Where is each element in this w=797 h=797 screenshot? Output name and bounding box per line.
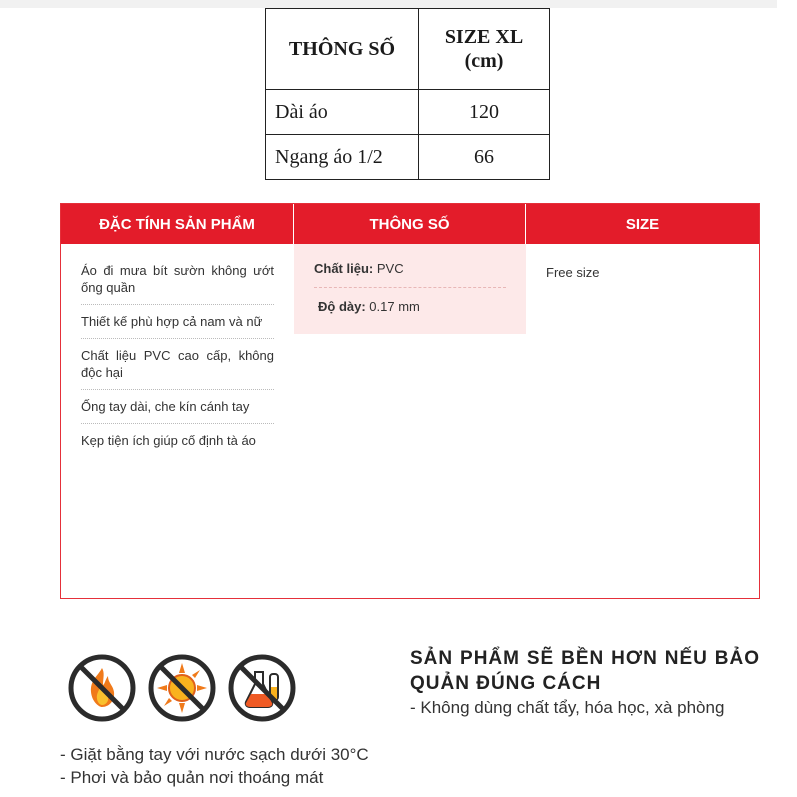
feature-item: Chất liệu PVC cao cấp, không độc hại [81,339,274,390]
size-chart-header-unit: (cm) [464,50,504,72]
care-instruction: - Giặt bằng tay với nước sạch dưới 30°C [60,745,369,764]
feature-item: Thiết kế phù hợp cả nam và nữ [81,305,274,339]
feature-item: Kẹp tiện ích giúp cố định tà áo [81,433,256,448]
header-specs: THÔNG SỐ [294,204,526,244]
header-features: ĐẶC TÍNH SẢN PHẨM [61,204,294,244]
spec-label: Độ dày: [318,299,366,314]
care-title: SẢN PHẨM SẼ BỀN HƠN NẾU BẢO QUẢN ĐÚNG CÁCH [410,648,760,694]
care-instruction: - Phơi và bảo quản nơi thoáng mát [60,768,324,787]
feature-list [81,254,274,457]
spec-value: PVC [373,261,404,276]
no-fire-icon [68,654,136,722]
size-chart-row [266,90,550,135]
header-size: SIZE [625,215,660,233]
product-spec-table [60,203,760,599]
spec-thickness [314,287,506,316]
no-sun-icon [148,654,216,722]
size-chart-header-row [266,9,550,90]
spec-label: Chất liệu: [314,261,374,276]
top-divider [0,0,777,8]
spec-value: 0.17 mm [365,299,420,314]
product-table-header [61,204,759,244]
size-chart-header-size [419,9,550,90]
size-chart-row-value: 66 [419,135,550,180]
size-chart-header-size-title: SIZE XL [444,26,524,48]
size-chart-row-value: 120 [419,90,550,135]
size-chart-row-label: Dài áo [266,90,419,135]
size-chart-row [266,135,550,180]
no-chemicals-icon [228,654,296,722]
spec-material [314,260,506,278]
size-chart-table [265,8,550,180]
feature-item: Áo đi mưa bít sườn không ướt ống quần [81,254,274,305]
size-chart-row-label: Ngang áo 1/2 [266,135,419,180]
care-icons [68,654,308,722]
care-instruction: - Không dùng chất tẩy, hóa học, xà phòng [410,698,725,717]
feature-item: Ống tay dài, che kín cánh tay [81,390,274,424]
spec-panel [294,244,526,334]
size-value: Free size [546,265,600,280]
size-chart-header-param: THÔNG SỐ [266,9,419,90]
